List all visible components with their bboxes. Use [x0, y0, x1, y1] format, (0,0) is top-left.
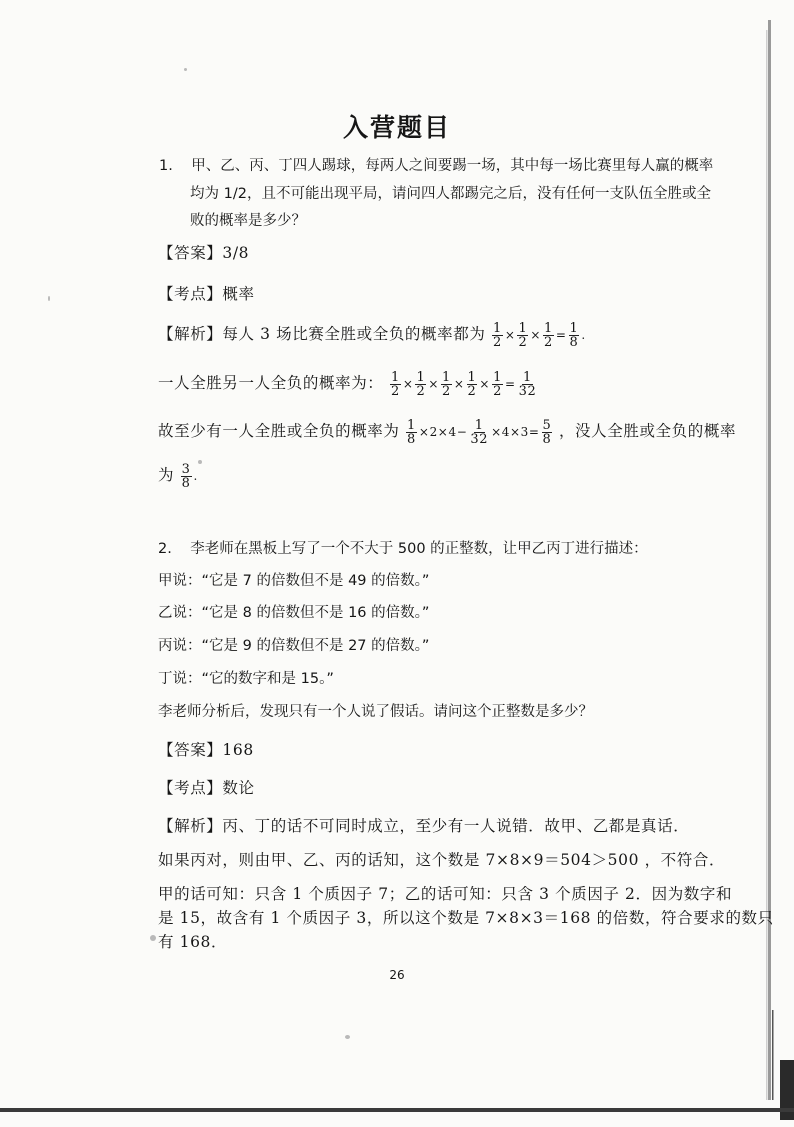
q1-number: 1.	[159, 158, 173, 174]
q1-analysis-line-1	[158, 321, 587, 349]
q1-analysis-line-2	[158, 370, 538, 398]
formula-4: $\frac{3}{8}$ .	[181, 461, 198, 491]
page-number: 26	[389, 968, 405, 982]
q1-answer: 【答案】3/8	[158, 244, 250, 262]
q1-text-1: 甲、乙、丙、丁四人踢球，每两人之间要踢一场，其中每一场比赛里每人赢的概率	[191, 158, 714, 174]
fraction: $\frac{1}{2}$	[390, 369, 400, 399]
fraction: $\frac{1}{8}$	[407, 417, 416, 447]
fraction: $\frac{1}{32}$	[470, 417, 489, 447]
fraction: $\frac{1}{2}$	[442, 369, 451, 399]
fraction: $\frac{1}{32}$	[518, 369, 537, 399]
fraction: $\frac{1}{2}$	[467, 369, 477, 399]
scan-speck	[150, 935, 156, 941]
q2-analysis-3: 甲的话可知：只含 1 个质因子 7；乙的话可知：只含 3 个质因子 2．因为数字和	[158, 885, 733, 903]
formula-2: $\frac{1}{2}$ × $\frac{1}{2}$ × $\frac{1}{2}$ × $\frac{1}{2}$ × $\frac{1}{2}$ = $\frac{1}{32}$	[390, 369, 537, 399]
fraction: $\frac{1}{2}$	[493, 369, 502, 399]
scan-speck	[345, 1035, 350, 1039]
formula-3: $\frac{1}{8}$ ×2×4− $\frac{1}{32}$ ×4×3= $\frac{5}{8}$	[407, 417, 552, 447]
q2-analysis-2: 如果丙对，则由甲、乙、丙的话知，这个数是 7×8×9＝504＞500 ，不符合．	[158, 851, 726, 869]
fraction: $\frac{1}{2}$	[416, 369, 426, 399]
q2-ding: 丁说：“它的数字和是 15。”	[158, 671, 334, 687]
q2-analysis-4: 是 15，故含有 1 个质因子 3，所以这个数是 7×8×3＝168 的倍数，符合要求的数只	[158, 909, 774, 927]
q1-text-2: 均为 1/2，且不可能出现平局，请问四人都踢完之后，没有任何一支队伍全胜或全	[190, 186, 711, 202]
q2-point: 【考点】数论	[158, 779, 255, 797]
fraction: $\frac{1}{8}$	[569, 320, 579, 350]
q2-bing: 丙说：“它是 9 的倍数但不是 27 的倍数。”	[158, 638, 430, 654]
q2-intro	[158, 536, 648, 562]
page-title: 入营题目	[342, 113, 451, 142]
fraction: $\frac{1}{2}$	[544, 320, 553, 350]
q2-analysis-1: 【解析】丙、丁的话不可同时成立，至少有一人说错．故甲、乙都是真话．	[158, 817, 690, 835]
scan-edge-graphic	[766, 0, 794, 1123]
scan-bottom-rule	[0, 1108, 794, 1112]
scan-speck	[48, 296, 50, 301]
q2-answer: 【答案】168	[158, 741, 254, 759]
q1-analysis-line-3	[158, 418, 736, 446]
q1-analysis-line-2-text: 一人全胜另一人全负的概率为：	[158, 374, 384, 392]
scan-shadow-edge	[766, 0, 794, 1123]
q2-number: 2.	[158, 541, 172, 557]
q2-intro-text: 李老师在黑板上写了一个不大于 500 的正整数，让甲乙丙丁进行描述：	[190, 541, 648, 557]
fraction: $\frac{1}{2}$	[492, 320, 502, 350]
q2-yi: 乙说：“它是 8 的倍数但不是 16 的倍数。”	[158, 605, 430, 621]
q1-analysis-prefix: 【解析】每人 3 场比赛全胜或全负的概率都为	[158, 325, 486, 343]
fraction: $\frac{3}{8}$	[181, 461, 191, 491]
q2-question: 李老师分析后，发现只有一个人说了假话。请问这个正整数是多少？	[158, 704, 593, 720]
q1-text-3: 败的概率是多少？	[190, 213, 306, 229]
formula-1: $\frac{1}{2}$ × $\frac{1}{2}$ × $\frac{1}{2}$ = $\frac{1}{8}$ .	[492, 320, 586, 350]
fraction: $\frac{5}{8}$	[542, 417, 552, 447]
q1-line-1	[159, 153, 713, 179]
q1-analysis-line-3-tail: ，没人全胜或全负的概率	[558, 422, 737, 440]
q1-analysis-line-3-text: 故至少有一人全胜或全负的概率为	[158, 422, 400, 440]
fraction: $\frac{1}{2}$	[518, 320, 528, 350]
q1-analysis-line-4	[158, 462, 199, 490]
q2-analysis-5: 有 168．	[158, 933, 228, 951]
scan-speck	[184, 68, 187, 71]
q2-jia: 甲说：“它是 7 的倍数但不是 49 的倍数。”	[158, 573, 430, 589]
q1-analysis-line-4-text: 为	[158, 466, 175, 484]
q1-point: 【考点】概率	[158, 285, 255, 303]
